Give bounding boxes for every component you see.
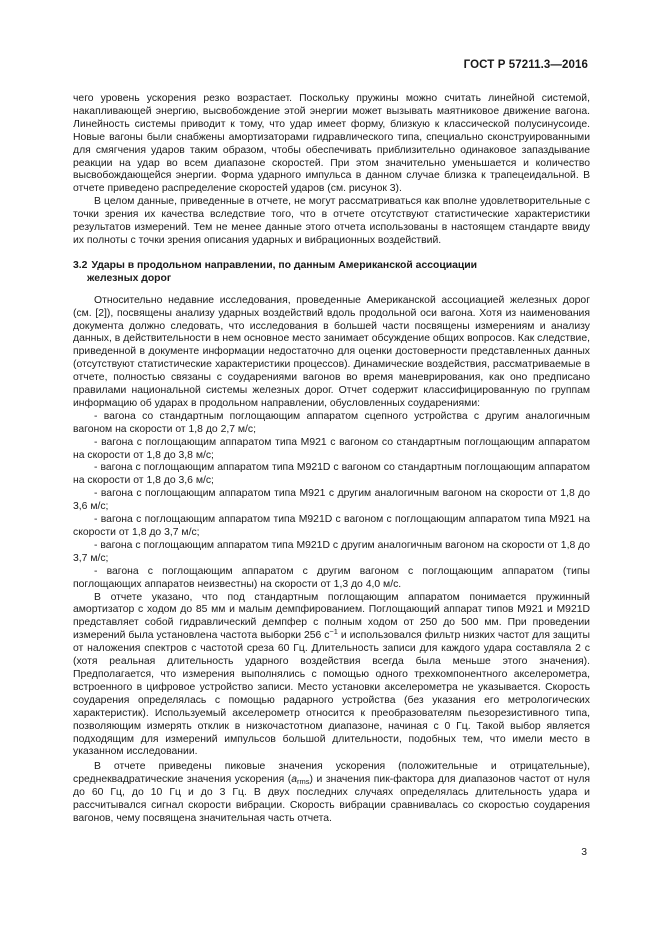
paragraph-results	[73, 761, 590, 826]
method-text-b: и использовался фильтр низких частот для защиты от наложения спектров с частотой среза 60 Гц. Длительность записи для каждого удара составляла 2 с (хотя реальная длительность ударного воздействия всегда была меньше этого значения). Предполагается, что измерения выполнялись с помощью одного трехкомпонентного акселерометра, встроенного в цифровое устройство записи. Место установки акселерометра не указывается. Скорость соударения определялась с помощью радарного устройства (без указания его метрологических характеристик). Используемый акселерометр относится к преобразователям пьезорезистивного типа, позволяющим измерять отклик в низкочастотном диапазоне, начиная с 0 Гц. Такой выбор является подходящим для измерений импульсов большой длительности, подобных тем, что имели место в указанном исследовании.	[73, 630, 590, 758]
variable-subscript: rms	[297, 777, 310, 787]
paragraph-intro: Относительно недавние исследования, проведенные Американской ассоциацией железных дорог (см. [2]), посвящены анализу ударных воздействий вдоль продольной оси вагона. Хотя из наименования документа должно следовать, что исследования в большей части посвящены измерениям и анализу данных, в действительности в нем основное место занимает обсуждение общих вопросов. Как следствие, приведенной в документе информации недостаточно для оценки достоверности представленных данных (отсутствуют статистические характеристики процессов). Динамические воздействия, рассматриваемые в отчете, полностью связаны с соударениями вагонов во время маневрирования, как оно предписано правилами национальной системы железных дорог. Отчет содержит классифицированную по группам информацию об ударах в продольном направлении, обусловленных соударениями:	[73, 294, 590, 409]
results-text-b: ) и значения пик-фактора для диапазонов частот от нуля до 60 Гц, до 10 Гц и до 3 Гц. В двух последних случаях определялась длительность удара и рассчитывался сигнал скорости вибрации. Скорость вибрации сравнивалась со скоростью соударения вагонов, чему посвящена значительная часть отчета.	[73, 774, 591, 824]
section-number: 3.2	[73, 259, 88, 271]
section-heading	[73, 260, 590, 286]
variable-a: a	[291, 774, 297, 786]
results-text-a: В отчете приведены пиковые значения ускорения (положительные и отрицательные), среднеквадратические значения ускорения (	[73, 761, 590, 786]
paragraph-continuation: чего уровень ускорения резко возрастает. Поскольку пружины можно считать линейной системой, накапливающей энергию, высвобождение этой энергии может вызывать маятниковое движение вагона. Линейность системы приводит к тому, что удар имеет форму, близкую к классической полусинусоиде. Новые вагоны были снабжены амортизаторами гидравлического типа, специально сконструированными для смягчения ударов таким образом, чтобы обеспечивать приблизительно одинаковое запаздывание реакции на удар во всем диапазоне скоростей. При этом значительно уменьшается и количество высвобождающейся энергии. Форма ударного импульса в данном случае близка к трапецеидальной. В отчете приведено распределение скоростей ударов (см. рисунок 3).	[73, 93, 590, 195]
exponent: −1	[329, 627, 338, 637]
paragraph-assessment: В целом данные, приведенные в отчете, не могут рассматриваться как вполне удовлетворительные с точки зрения их качества вследствие того, что в отчете отсутствуют статистические характеристики результатов измерений. Тем не менее данные этого отчета использованы в настоящем стандарте ввиду их полноты с точки зрения описания ударных и вибрационных воздействий.	[73, 196, 590, 246]
method-text-a: В отчете указано, что под стандартным поглощающим аппаратом понимается пружинный амортизатор с ходом до 85 мм и малым демпфированием. Поглощающий аппарат типов M921 и M921D представляет собой гидравлический демпфер с полным ходом от 250 до 500 мм. При проведении измерений была установлена частота выборки 256 с	[73, 591, 590, 642]
list-item: - вагона с поглощающим аппаратом типа M921D с другим аналогичным вагоном на скорости от 1,8 до 3,7 м/с;	[73, 539, 590, 564]
list-item: - вагона с поглощающим аппаратом с другим вагоном с поглощающим аппаратом (типы поглощающих аппаратов неизвестны) на скорости от 1,3 до 4,0 м/с.	[73, 565, 590, 590]
list-item: - вагона со стандартным поглощающим аппаратом сцепного устройства с другим аналогичным вагоном на скорости от 1,8 до 2,7 м/с;	[73, 410, 590, 435]
section-title-line2: железных дорог	[87, 272, 172, 284]
document-standard-header: ГОСТ Р 57211.3—2016	[463, 59, 588, 71]
list-item: - вагона с поглощающим аппаратом типа M921D с вагоном со стандартным поглощающим аппаратом на скорости от 1,8 до 3,6 м/с;	[73, 462, 590, 487]
list-item: - вагона с поглощающим аппаратом типа M921 с вагоном со стандартным поглощающим аппаратом на скорости от 1,8 до 3,8 м/с;	[73, 436, 590, 461]
section-title-line1: Удары в продольном направлении, по данным Американской ассоциации	[91, 259, 478, 271]
page-number: 3	[581, 847, 587, 858]
paragraph-method	[73, 592, 590, 760]
list-item: - вагона с поглощающим аппаратом типа M921 с другим аналогичным вагоном на скорости от 1,8 до 3,6 м/с;	[73, 488, 590, 513]
list-item: - вагона с поглощающим аппаратом типа M921D с вагоном с поглощающим аппаратом типа M921 на скорости от 1,8 до 3,7 м/с;	[73, 514, 590, 538]
page-body	[73, 93, 590, 826]
